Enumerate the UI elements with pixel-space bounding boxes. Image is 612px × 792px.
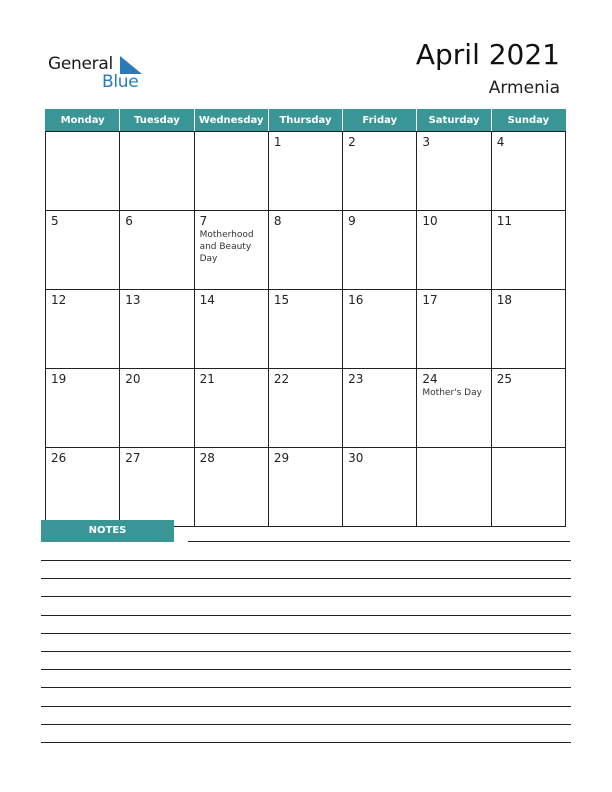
day-number: 8 xyxy=(273,214,282,228)
day-cell xyxy=(46,369,120,448)
day-cell xyxy=(417,369,491,448)
day-number: 11 xyxy=(496,214,512,228)
logo-text-general: General xyxy=(48,54,113,74)
day-cell xyxy=(268,211,342,290)
day-cell xyxy=(417,290,491,369)
weekday-header: Tuesday xyxy=(120,109,194,132)
day-number: 28 xyxy=(199,451,215,465)
notes-line xyxy=(41,560,571,561)
day-number: 27 xyxy=(125,451,141,465)
day-number: 1 xyxy=(273,135,282,149)
notes-line xyxy=(41,633,571,634)
day-cell xyxy=(120,448,194,527)
day-cell xyxy=(343,211,417,290)
week-row xyxy=(46,211,566,290)
day-cell xyxy=(268,132,342,211)
day-cell xyxy=(120,369,194,448)
day-cell xyxy=(46,448,120,527)
day-number: 21 xyxy=(199,372,215,386)
day-cell xyxy=(194,211,268,290)
day-number: 24 xyxy=(422,372,438,386)
day-cell xyxy=(417,132,491,211)
country-name: Armenia xyxy=(488,78,560,98)
day-number: 13 xyxy=(125,293,141,307)
day-number: 30 xyxy=(348,451,364,465)
logo-text-blue: Blue xyxy=(102,72,139,92)
day-cell xyxy=(46,290,120,369)
day-cell xyxy=(194,290,268,369)
day-number: 15 xyxy=(273,293,290,307)
day-number: 26 xyxy=(51,451,67,465)
day-number: 4 xyxy=(496,135,505,149)
weekday-header: Monday xyxy=(46,109,120,132)
day-number: 23 xyxy=(348,372,364,386)
day-number: 20 xyxy=(125,372,141,386)
day-number: 7 xyxy=(199,214,208,228)
notes-line xyxy=(41,706,571,707)
day-cell xyxy=(194,448,268,527)
notes-line xyxy=(41,724,571,725)
notes-line xyxy=(41,742,571,743)
weekday-header: Saturday xyxy=(417,109,491,132)
day-number: 29 xyxy=(273,451,290,465)
weekday-header-row xyxy=(46,109,566,132)
calendar-grid xyxy=(45,109,566,527)
notes-label: NOTES xyxy=(41,520,174,542)
day-cell xyxy=(491,211,565,290)
notes-line xyxy=(41,596,571,597)
week-row xyxy=(46,132,566,211)
day-number: 25 xyxy=(496,372,512,386)
day-cell xyxy=(343,369,417,448)
weekday-header: Thursday xyxy=(268,109,342,132)
day-cell xyxy=(120,211,194,290)
day-cell xyxy=(120,132,194,211)
month-title: April 2021 xyxy=(415,38,560,71)
day-cell xyxy=(194,132,268,211)
day-number: 17 xyxy=(422,293,438,307)
brand-logo xyxy=(48,54,148,94)
day-cell xyxy=(194,369,268,448)
day-cell xyxy=(343,448,417,527)
day-cell xyxy=(491,132,565,211)
notes-line xyxy=(41,615,571,616)
weekday-header: Friday xyxy=(343,109,417,132)
holiday-label: Mother's Day xyxy=(422,388,482,398)
day-cell xyxy=(343,132,417,211)
day-cell xyxy=(491,369,565,448)
week-row xyxy=(46,369,566,448)
notes-line xyxy=(41,669,571,670)
day-cell xyxy=(268,369,342,448)
notes-line xyxy=(41,651,571,652)
day-cell xyxy=(491,448,565,527)
week-row xyxy=(46,290,566,369)
day-cell xyxy=(343,290,417,369)
day-cell xyxy=(268,448,342,527)
day-cell xyxy=(268,290,342,369)
day-number: 5 xyxy=(51,214,59,228)
weekday-header: Wednesday xyxy=(194,109,268,132)
day-number: 22 xyxy=(273,372,290,386)
week-row xyxy=(46,448,566,527)
day-cell xyxy=(491,290,565,369)
notes-line xyxy=(41,578,571,579)
day-number: 9 xyxy=(348,214,356,228)
holiday-label: Motherhood and Beauty Day xyxy=(199,230,254,264)
day-number: 16 xyxy=(348,293,364,307)
day-number: 10 xyxy=(422,214,438,228)
day-number: 14 xyxy=(199,293,215,307)
day-number: 6 xyxy=(125,214,133,228)
notes-line xyxy=(41,687,571,688)
day-cell xyxy=(46,211,120,290)
day-cell xyxy=(417,448,491,527)
day-cell xyxy=(46,132,120,211)
day-cell xyxy=(120,290,194,369)
notes-line xyxy=(188,541,570,542)
day-number: 12 xyxy=(51,293,67,307)
day-number: 3 xyxy=(422,135,431,149)
day-number: 2 xyxy=(348,135,356,149)
day-number: 18 xyxy=(496,293,512,307)
day-number: 19 xyxy=(51,372,67,386)
weekday-header: Sunday xyxy=(491,109,565,132)
day-cell xyxy=(417,211,491,290)
